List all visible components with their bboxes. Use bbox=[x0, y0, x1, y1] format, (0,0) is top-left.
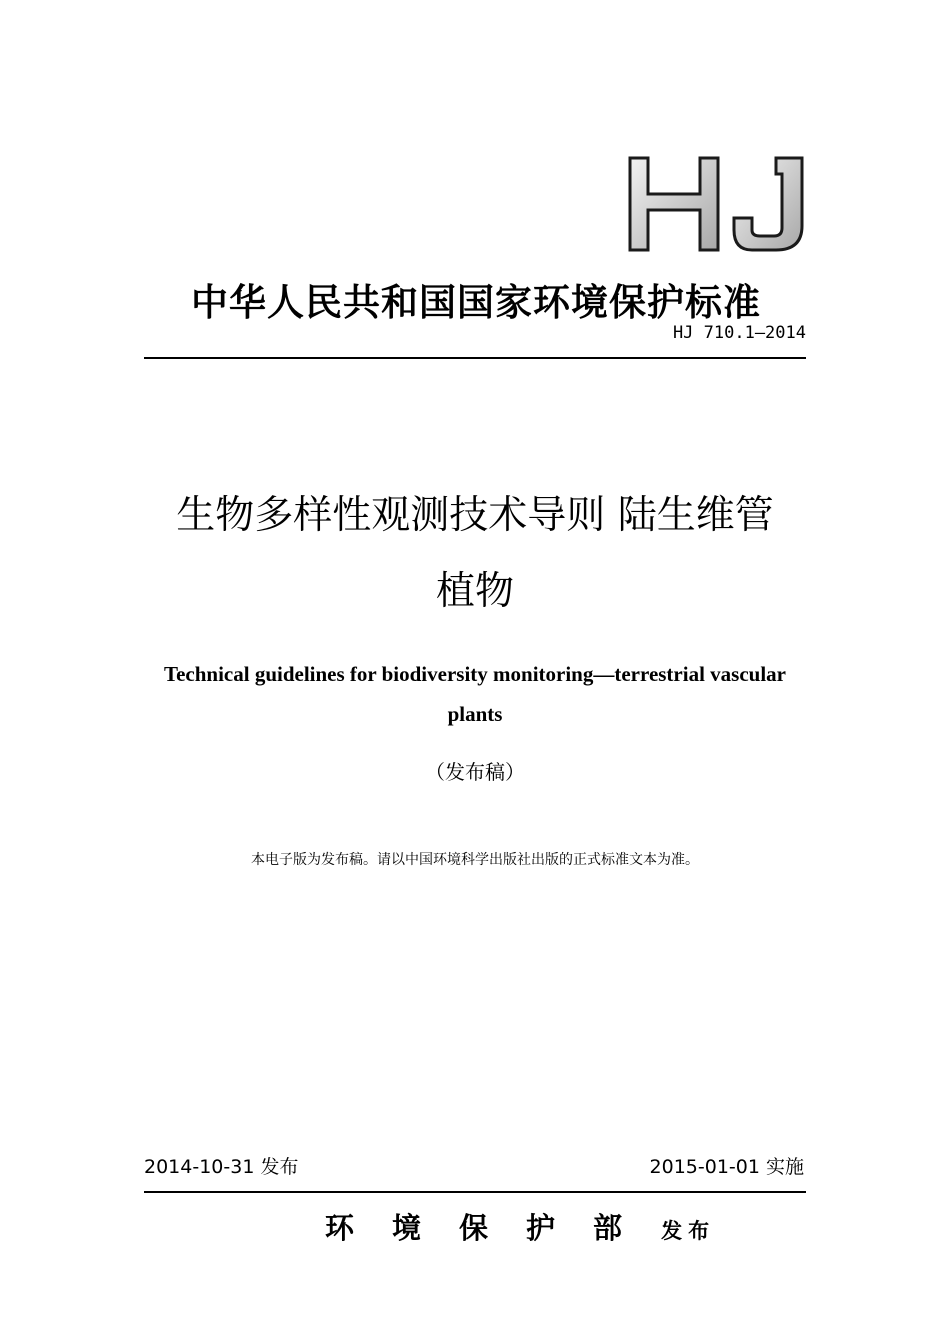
issuer-line bbox=[325, 1206, 715, 1247]
issuer-name: 环境保护部 bbox=[325, 1211, 661, 1245]
title-en-line2: plants bbox=[447, 702, 503, 726]
draft-label: （发布稿） bbox=[425, 760, 525, 784]
title-en-line1: Technical guidelines for biodiversity monitoring—terrestrial vascular bbox=[164, 662, 786, 686]
standard-category: 中华人民共和国国家环境保护标准 bbox=[191, 281, 761, 324]
edition-notice: 本电子版为发布稿。请以中国环境科学出版社出版的正式标准文本为准。 bbox=[251, 852, 699, 868]
issue-date: 2014-10-31 发布 bbox=[144, 1156, 299, 1178]
title-cn-line1: 生物多样性观测技术导则 陆生维管 bbox=[176, 493, 774, 538]
issuer-action: 发布 bbox=[661, 1218, 716, 1243]
title-cn-line2: 植物 bbox=[435, 569, 514, 614]
hj-logo bbox=[626, 156, 806, 252]
document-title-chinese bbox=[100, 478, 850, 630]
hj-logo-graphic bbox=[626, 156, 806, 252]
standard-code: HJ 710.1—2014 bbox=[672, 323, 806, 343]
top-divider bbox=[144, 357, 806, 359]
bottom-divider bbox=[144, 1191, 806, 1193]
document-title-english bbox=[120, 654, 830, 734]
effective-date: 2015-01-01 实施 bbox=[649, 1156, 804, 1178]
